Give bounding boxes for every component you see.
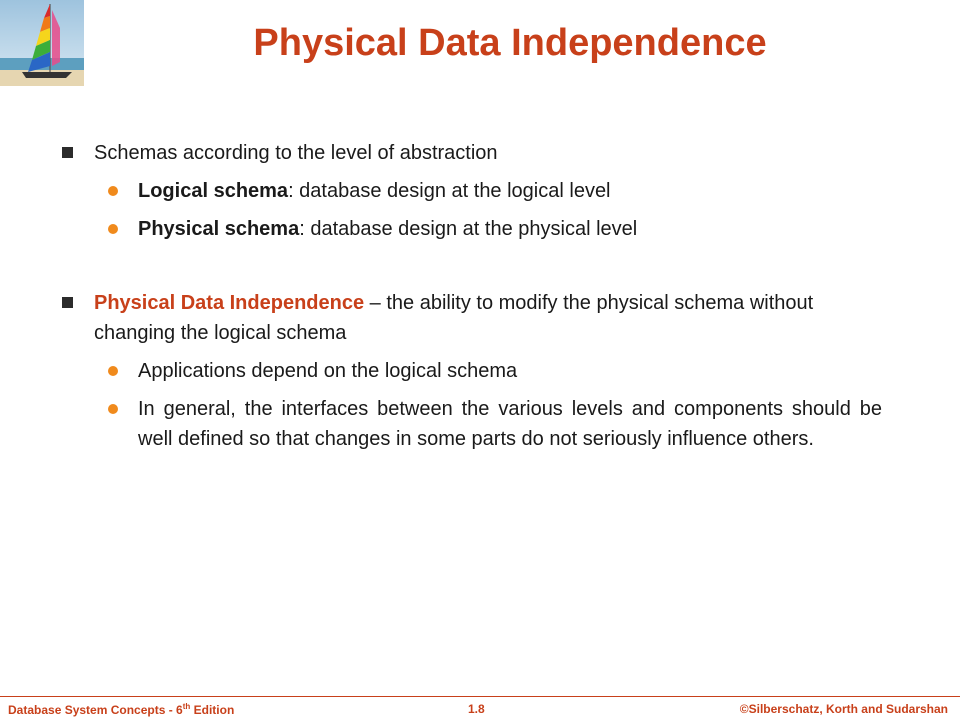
definition-text: : database design at the physical level: [299, 218, 638, 240]
round-bullet-icon: [108, 404, 118, 414]
sub-bullet-applications: [108, 356, 882, 386]
footer-edition-word: Edition: [190, 703, 235, 717]
bullet-physical-data-independence: [62, 288, 882, 348]
slide-title: Physical Data Independence: [253, 22, 767, 64]
sub-bullet-logical-schema: [108, 176, 882, 206]
slide-content: [62, 138, 882, 454]
round-bullet-icon: [108, 224, 118, 234]
term-physical-schema: Physical schema: [138, 218, 300, 240]
bullet-text: Schemas according to the level of abstraction: [94, 142, 498, 164]
sub-bullet-physical-schema: [108, 214, 882, 244]
bullet-schemas: [62, 138, 882, 168]
square-bullet-icon: [62, 147, 73, 158]
bullet-text: – the ability to modify the physical schema without changing the logical schema: [94, 292, 814, 344]
footer-edition-sup: th: [182, 702, 191, 711]
bullet-text: Applications depend on the logical schema: [138, 360, 518, 382]
slide-footer: [0, 696, 960, 720]
round-bullet-icon: [108, 366, 118, 376]
sub-bullet-interfaces: [108, 394, 882, 454]
square-bullet-icon: [62, 297, 73, 308]
page-number: 1.8: [468, 702, 485, 716]
definition-text: : database design at the logical level: [288, 180, 611, 202]
sailboat-logo: [0, 0, 84, 86]
term-logical-schema: Logical schema: [138, 180, 289, 202]
footer-book-name: Database System Concepts - 6: [8, 703, 183, 717]
footer-book-title: [8, 702, 234, 717]
bullet-text: In general, the interfaces between the various levels and components should be well defined so that changes in some parts do not seriously influence others.: [138, 398, 882, 450]
highlighted-term: Physical Data Independence: [94, 292, 365, 314]
footer-copyright: ©Silberschatz, Korth and Sudarshan: [739, 702, 948, 716]
round-bullet-icon: [108, 186, 118, 196]
